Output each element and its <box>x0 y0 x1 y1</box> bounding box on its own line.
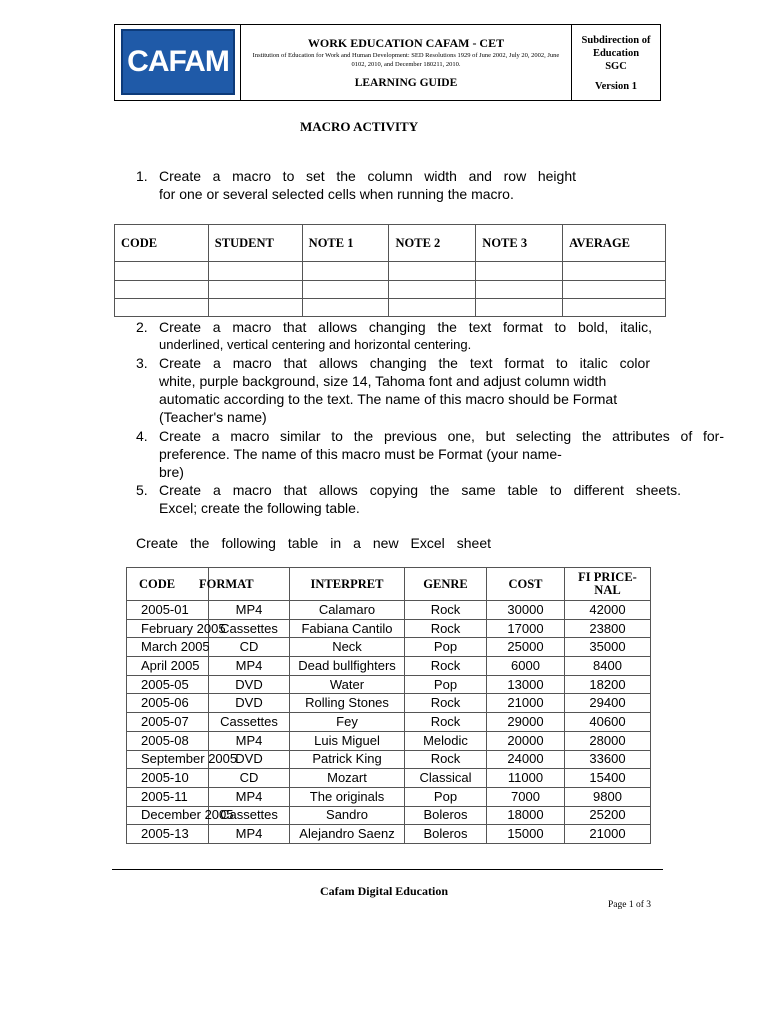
table-cell: 40600 <box>565 713 651 732</box>
empty-cell <box>563 262 666 280</box>
table-cell: Sandro <box>290 806 405 825</box>
instruction-line: Create a macro similar to the previous one, but selecting the attributes of for- <box>159 428 724 444</box>
table-cell: 2005-10 <box>127 769 209 788</box>
subdirection-line-1: Subdirection of <box>581 35 651 46</box>
table-cell: 18000 <box>487 806 565 825</box>
table-cell: April 2005 <box>127 657 209 676</box>
table-row <box>127 825 651 844</box>
table-cell: December 2005 <box>127 806 209 825</box>
instruction-number: 3. <box>136 355 148 371</box>
page-number: Page 1 of 3 <box>608 900 652 910</box>
table-cell: Rock <box>405 619 487 638</box>
empty-cell <box>302 262 389 280</box>
table-cell: Dead bullfighters <box>290 657 405 676</box>
table-cell: 17000 <box>487 619 565 638</box>
table-row <box>115 280 666 298</box>
table-cell: Rock <box>405 694 487 713</box>
header-right <box>571 25 660 100</box>
table-cell: February 2005 <box>127 619 209 638</box>
table-cell: 9800 <box>565 787 651 806</box>
table-row <box>127 731 651 750</box>
header-cell: CODE <box>127 568 209 601</box>
table-cell: Pop <box>405 787 487 806</box>
table-cell: 7000 <box>487 787 565 806</box>
table-cell: Cassettes <box>209 713 290 732</box>
table-cell: 33600 <box>565 750 651 769</box>
price-header-line-2: NAL <box>594 583 621 597</box>
table-cell: 23800 <box>565 619 651 638</box>
header-cell: NOTE 3 <box>476 225 563 262</box>
empty-cell <box>563 280 666 298</box>
table-cell: 2005-08 <box>127 731 209 750</box>
table-cell: 28000 <box>565 731 651 750</box>
instruction-number: 5. <box>136 482 148 498</box>
instruction-line: automatic according to the text. The name of this macro should be Format <box>159 391 618 407</box>
table-cell: Classical <box>405 769 487 788</box>
table-cell: Calamaro <box>290 601 405 620</box>
header-version: Version 1 <box>595 81 637 92</box>
music-table-body <box>127 601 651 844</box>
table-cell: 21000 <box>565 825 651 844</box>
empty-cell <box>563 298 666 316</box>
subdirection-line-2: Education <box>592 48 640 59</box>
header-cell <box>199 568 290 601</box>
header-cell: STUDENT <box>208 225 302 262</box>
table-cell: 29000 <box>487 713 565 732</box>
empty-cell <box>302 280 389 298</box>
table-cell: 18200 <box>565 675 651 694</box>
instruction-line: (Teacher's name) <box>159 409 267 425</box>
table-header-row <box>115 225 666 262</box>
table-row <box>127 750 651 769</box>
header-cell: NOTE 1 <box>302 225 389 262</box>
table-cell: Neck <box>290 638 405 657</box>
table-cell: CD <box>209 638 290 657</box>
table-cell: 15400 <box>565 769 651 788</box>
table-cell: 11000 <box>487 769 565 788</box>
table-cell: Mozart <box>290 769 405 788</box>
empty-cell <box>115 280 209 298</box>
instruction-line: Create a macro that allows changing the text format to bold, italic, <box>159 319 652 335</box>
cafam-logo <box>121 29 235 95</box>
table-cell: 42000 <box>565 601 651 620</box>
footer-divider <box>112 869 663 870</box>
table-cell: 2005-06 <box>127 694 209 713</box>
instruction-number: 1. <box>136 168 148 184</box>
table-cell: 25000 <box>487 638 565 657</box>
table-row <box>127 619 651 638</box>
table-cell: 2005-11 <box>127 787 209 806</box>
logo-text: CAFAM <box>127 45 229 78</box>
footer-text: Cafam Digital Education <box>319 884 448 898</box>
table-cell: Cassettes <box>209 619 290 638</box>
instruction-line: underlined, vertical centering and horizontal centering. <box>159 337 472 352</box>
price-header-line-1: FI PRICE- <box>578 570 637 584</box>
create-table-instruction: Create the following table in a new Excel sheet <box>136 535 491 551</box>
table-row <box>115 298 666 316</box>
instruction-line: white, purple background, size 14, Tahoma font and adjust column width <box>159 373 607 389</box>
empty-cell <box>389 298 476 316</box>
table-cell: Rock <box>405 601 487 620</box>
table-cell: 15000 <box>487 825 565 844</box>
table-cell: 30000 <box>487 601 565 620</box>
empty-cell <box>389 280 476 298</box>
header-cell: GENRE <box>405 568 487 601</box>
table-cell: 35000 <box>565 638 651 657</box>
empty-cell <box>208 280 302 298</box>
table-cell: March 2005 <box>127 638 209 657</box>
header-cell: COST <box>487 568 565 601</box>
table-cell: MP4 <box>209 825 290 844</box>
table-cell: 2005-01 <box>127 601 209 620</box>
table-cell: Fabiana Cantilo <box>290 619 405 638</box>
header-title: WORK EDUCATION CAFAM - CET <box>307 36 505 50</box>
table-cell: 24000 <box>487 750 565 769</box>
table-cell: 2005-13 <box>127 825 209 844</box>
subdirection-line-3: SGC <box>605 61 627 72</box>
header-subtitle: Institution of Education for Work and Human Development: SED Resolutions 1929 of June 2002, July 20, 2002, June 0102, 2010, and December 180211, 2010. <box>252 52 560 68</box>
table-row <box>127 694 651 713</box>
table-cell: 20000 <box>487 731 565 750</box>
table-cell: Fey <box>290 713 405 732</box>
table-cell: Boleros <box>405 825 487 844</box>
table-cell: MP4 <box>209 601 290 620</box>
empty-cell <box>302 298 389 316</box>
table-cell: 2005-05 <box>127 675 209 694</box>
table-cell: 8400 <box>565 657 651 676</box>
empty-cell <box>389 262 476 280</box>
instruction-line: Create a macro to set the column width and row height <box>159 168 576 184</box>
header-center <box>241 25 571 100</box>
table-row <box>127 806 651 825</box>
table-cell: MP4 <box>209 731 290 750</box>
instruction-line: Create a macro that allows copying the same table to different sheets. <box>159 482 681 498</box>
table-cell: Luis Miguel <box>290 731 405 750</box>
instruction-number: 4. <box>136 428 148 444</box>
table-cell: 21000 <box>487 694 565 713</box>
table-cell: Pop <box>405 675 487 694</box>
empty-cell <box>208 298 302 316</box>
instruction-line: for one or several selected cells when running the macro. <box>159 186 514 202</box>
empty-cell <box>208 262 302 280</box>
table-cell: Boleros <box>405 806 487 825</box>
table-cell: The originals <box>290 787 405 806</box>
table-cell: 2005-07 <box>127 713 209 732</box>
empty-cell <box>476 298 563 316</box>
table-cell: Alejandro Saenz <box>290 825 405 844</box>
instruction-line: bre) <box>159 464 184 480</box>
header-cell: CODE <box>115 225 209 262</box>
table-row <box>127 713 651 732</box>
table-row <box>127 675 651 694</box>
table-header-row <box>127 568 651 601</box>
instruction-line: Create a macro that allows changing the text format to italic color <box>159 355 650 371</box>
header-guide-label: LEARNING GUIDE <box>354 77 458 89</box>
empty-cell <box>115 262 209 280</box>
header-cell: NOTE 2 <box>389 225 476 262</box>
table-cell: MP4 <box>209 657 290 676</box>
table-row <box>115 262 666 280</box>
header-cell: AVERAGE <box>563 225 666 262</box>
table-row <box>127 601 651 620</box>
table-cell: 25200 <box>565 806 651 825</box>
table-row <box>127 787 651 806</box>
table-cell: DVD <box>209 750 290 769</box>
instruction-line: Excel; create the following table. <box>159 500 360 516</box>
table-cell: Rolling Stones <box>290 694 405 713</box>
format-header: FORMAT <box>199 576 254 591</box>
table-cell: Rock <box>405 657 487 676</box>
table-row <box>127 769 651 788</box>
empty-cell <box>476 280 563 298</box>
empty-cell <box>476 262 563 280</box>
logo-cell <box>115 25 241 100</box>
table-cell: MP4 <box>209 787 290 806</box>
table-cell: September 2005 <box>127 750 209 769</box>
table-cell: DVD <box>209 675 290 694</box>
table-cell: Rock <box>405 713 487 732</box>
table-cell: CD <box>209 769 290 788</box>
header-cell: INTERPRET <box>290 568 405 601</box>
activity-title: MACRO ACTIVITY <box>300 119 419 134</box>
empty-cell <box>115 298 209 316</box>
table-cell: 29400 <box>565 694 651 713</box>
table-cell: Rock <box>405 750 487 769</box>
grades-table <box>114 224 666 317</box>
instruction-line: preference. The name of this macro must be Format (your name- <box>159 446 562 462</box>
table-cell: Water <box>290 675 405 694</box>
table-cell: Patrick King <box>290 750 405 769</box>
table-cell: Cassettes <box>209 806 290 825</box>
table-cell: 6000 <box>487 657 565 676</box>
table-cell: Pop <box>405 638 487 657</box>
document-header <box>114 24 661 101</box>
table-row <box>127 638 651 657</box>
header-cell <box>565 568 651 601</box>
header-subdirection <box>572 34 660 73</box>
table-row <box>127 657 651 676</box>
instruction-number: 2. <box>136 319 148 335</box>
table-cell: Melodic <box>405 731 487 750</box>
table-cell: 13000 <box>487 675 565 694</box>
music-table <box>126 567 651 844</box>
table-cell: DVD <box>209 694 290 713</box>
